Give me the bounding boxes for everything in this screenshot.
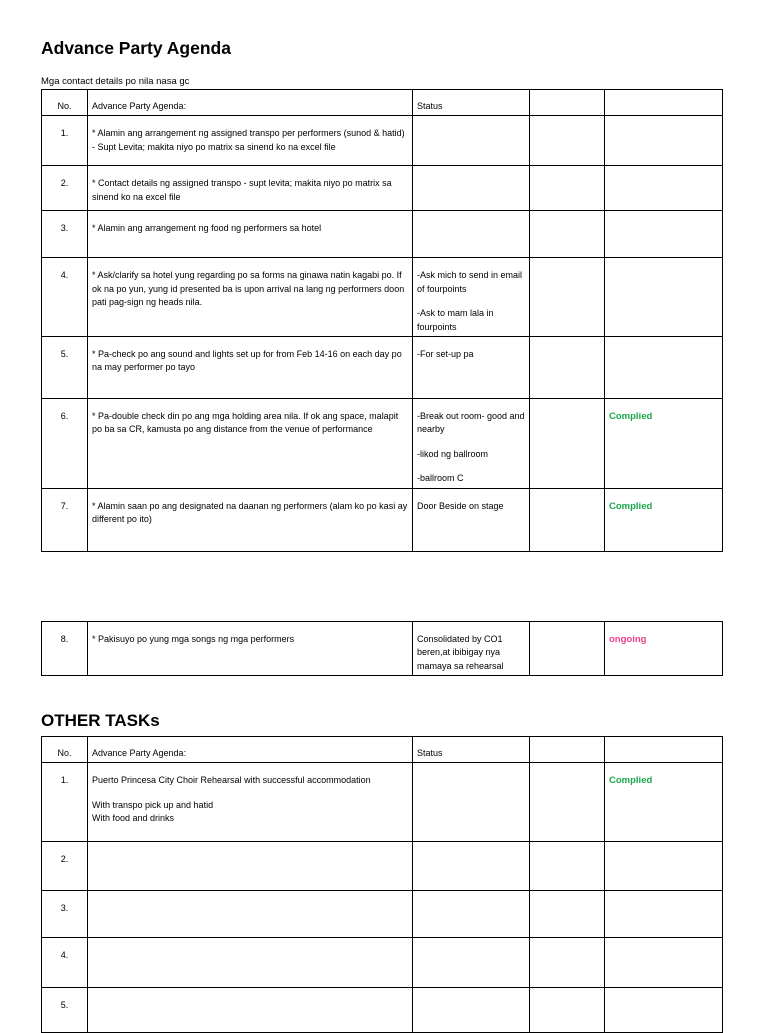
- table-row: [42, 842, 723, 891]
- row-task: * Pa-check po ang sound and lights set up for from Feb 14-16 on each day po na may performer po tayo: [88, 337, 413, 399]
- other-tasks-table: [41, 736, 723, 1033]
- table-row: [42, 166, 723, 211]
- table-row: [42, 488, 723, 551]
- header-agenda: Advance Party Agenda:: [88, 90, 413, 116]
- row-task: [88, 988, 413, 1033]
- row-empty: [530, 211, 605, 258]
- row-number: 3.: [42, 211, 88, 258]
- row-task: * Alamin ang arrangement ng assigned transpo per performers (sunod & hatid) - Supt Levita; makita niyo po matrix sa sinend ko na excel file: [88, 116, 413, 166]
- status-line: -Break out room- good and nearby: [417, 411, 525, 435]
- task-line: Puerto Princesa City Choir Rehearsal with successful accommodation: [92, 775, 371, 786]
- row-status: [413, 116, 530, 166]
- table-row: [42, 337, 723, 399]
- row-number: 1.: [42, 763, 88, 842]
- row-empty: [530, 842, 605, 891]
- header-empty-2: [605, 90, 723, 116]
- header-agenda: Advance Party Agenda:: [88, 737, 413, 763]
- row-status: [413, 211, 530, 258]
- row-empty: [530, 337, 605, 399]
- row-status: [413, 166, 530, 211]
- row-flag: [605, 258, 723, 337]
- status-line: -Ask mich to send in email of fourpoints: [417, 270, 523, 294]
- row-status: [413, 258, 530, 337]
- task-line: With food and drinks: [92, 813, 175, 824]
- task-line: With transpo pick up and hatid: [92, 799, 214, 810]
- row-status: [413, 337, 530, 399]
- row-status: [413, 891, 530, 938]
- row-task: [88, 763, 413, 842]
- row-number: 2.: [42, 842, 88, 891]
- header-empty-1: [530, 737, 605, 763]
- row-number: 7.: [42, 488, 88, 551]
- header-empty-2: [605, 737, 723, 763]
- row-number: 4.: [42, 938, 88, 988]
- row-flag: [605, 116, 723, 166]
- row-status: [413, 988, 530, 1033]
- table-row: [42, 399, 723, 489]
- header-no: No.: [42, 737, 88, 763]
- row-task: * Alamin saan po ang designated na daanan ng performers (alam ko po kasi ay different po ito): [88, 488, 413, 551]
- status-line: -For set-up pa: [417, 349, 474, 360]
- row-status: [413, 399, 530, 489]
- subtitle-note: Mga contact details po nila nasa gc: [41, 76, 190, 87]
- row-empty: [530, 399, 605, 489]
- other-tasks-title: OTHER TASKs: [41, 711, 160, 730]
- row-task: [88, 891, 413, 938]
- row-empty: [530, 116, 605, 166]
- row-status: [413, 842, 530, 891]
- table-header-row: [42, 737, 723, 763]
- row-flag: [605, 938, 723, 988]
- agenda-table: [41, 89, 723, 552]
- row-task: * Pakisuyo po yung mga songs ng mga performers: [88, 622, 413, 676]
- header-no: No.: [42, 90, 88, 116]
- row-empty: [530, 166, 605, 211]
- status-line: -likod ng ballroom: [417, 448, 489, 459]
- agenda-table-continued: [41, 621, 723, 676]
- status-badge: ongoing: [605, 622, 723, 676]
- row-number: 5.: [42, 337, 88, 399]
- header-status: Status: [413, 737, 530, 763]
- row-flag: [605, 988, 723, 1033]
- row-task: [88, 938, 413, 988]
- row-number: 6.: [42, 399, 88, 489]
- row-empty: [530, 763, 605, 842]
- row-flag: [605, 842, 723, 891]
- table-row: [42, 938, 723, 988]
- table-row: [42, 622, 723, 676]
- row-empty: [530, 488, 605, 551]
- row-number: 1.: [42, 116, 88, 166]
- row-number: 3.: [42, 891, 88, 938]
- header-status: Status: [413, 90, 530, 116]
- row-flag: [605, 337, 723, 399]
- table-row: [42, 891, 723, 938]
- status-badge: Complied: [605, 399, 723, 489]
- row-empty: [530, 258, 605, 337]
- row-number: 5.: [42, 988, 88, 1033]
- row-empty: [530, 988, 605, 1033]
- status-line: -Ask to mam lala in fourpoints: [417, 308, 494, 332]
- row-flag: [605, 166, 723, 211]
- row-task: * Ask/clarify sa hotel yung regarding po sa forms na ginawa natin kagabi po. If ok na po yun, yung id presented ba is upon arrival na lang ng performers doon pati pag-sign ng heads nila.: [88, 258, 413, 337]
- status-line: -ballroom C: [417, 473, 464, 484]
- status-line: Door Beside on stage: [417, 500, 504, 511]
- row-number: 4.: [42, 258, 88, 337]
- row-flag: [605, 891, 723, 938]
- row-number: 2.: [42, 166, 88, 211]
- table-row: [42, 211, 723, 258]
- row-task: * Contact details ng assigned transpo - supt levita; makita niyo po matrix sa sinend ko na excel file: [88, 166, 413, 211]
- row-empty: [530, 938, 605, 988]
- row-status: Consolidated by CO1 beren,at ibibigay nya mamaya sa rehearsal: [413, 622, 530, 676]
- row-empty: [530, 891, 605, 938]
- row-empty: [530, 622, 605, 676]
- header-empty-1: [530, 90, 605, 116]
- table-row: [42, 988, 723, 1033]
- row-flag: [605, 211, 723, 258]
- table-row: [42, 763, 723, 842]
- row-task: [88, 842, 413, 891]
- row-task: * Alamin ang arrangement ng food ng performers sa hotel: [88, 211, 413, 258]
- table-row: [42, 116, 723, 166]
- row-status: [413, 488, 530, 551]
- table-row: [42, 258, 723, 337]
- status-badge: Complied: [605, 763, 723, 842]
- status-badge: Complied: [605, 488, 723, 551]
- table-header-row: [42, 90, 723, 116]
- row-status: [413, 763, 530, 842]
- row-number: 8.: [42, 622, 88, 676]
- row-task: * Pa-double check din po ang mga holding area nila. If ok ang space, malapit po ba sa CR, kamusta po ang distance from the venue of performance: [88, 399, 413, 489]
- page-title: Advance Party Agenda: [41, 38, 231, 58]
- row-status: [413, 938, 530, 988]
